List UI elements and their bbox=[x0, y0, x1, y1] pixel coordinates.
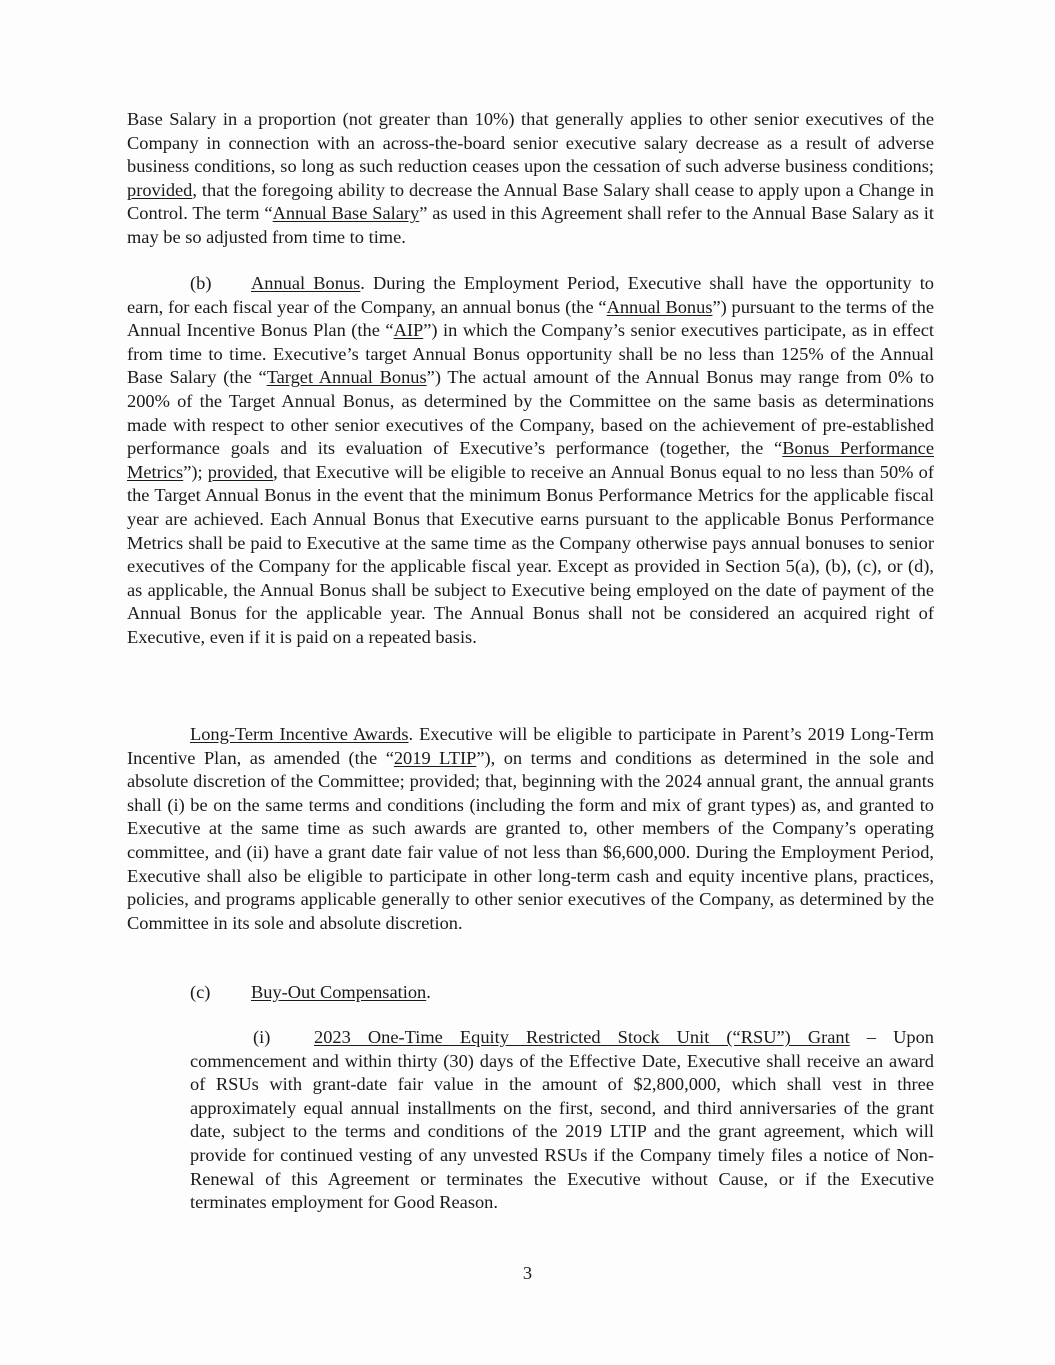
paragraph-rsu-grant bbox=[190, 1026, 934, 1215]
text-run: . Executive will be eligible to participate in Parent’s 2019 Long-Term Incentive Plan, as amended (the “ bbox=[127, 724, 934, 768]
defined-term-aip: AIP bbox=[393, 320, 424, 341]
paragraph-annual-base-salary-continued bbox=[127, 108, 934, 250]
text-run: , that Executive will be eligible to receive an Annual Bonus equal to no less than 50% of the Target Annual Bonus in the event that the minimum Bonus Performance Metrics for the applicable fiscal year are achieved. Each Annual Bonus that Executive earns pursuant to the applicable Bonus Performance Metrics shall be paid to Executive at the same time as the Company otherwise pays annual bonuses to senior executives of the Company for the applicable fiscal year. Except as provided in Section 5(a), (b), (c), or (d), as applicable, the Annual Bonus shall be subject to Executive being employed on the date of payment of the Annual Bonus for the applicable year. The Annual Bonus shall not be considered an acquired right of Executive, even if it is paid on a repeated basis. bbox=[127, 461, 934, 647]
text-run: . During the Employment Period, Executive shall have the opportunity to earn, for each fiscal year of the Company, an annual bonus (the “ bbox=[127, 273, 934, 317]
section-marker-b: (b) bbox=[190, 273, 212, 293]
text-run: – Upon commencement and within thirty (30) days of the Effective Date, Executive shall receive an award of RSUs with grant-date fair value in the amount of $2,800,000, which shall vest in three approximately equal annual installments on the first, second, and third anniversaries of the grant date, subject to the terms and conditions of the 2019 LTIP and the grant agreement, which will provide for continued vesting of any unvested RSUs if the Company timely files a notice of Non-Renewal of this Agreement or terminates the Executive without Cause, or if the Executive terminates employment for Good Reason. bbox=[190, 1027, 934, 1213]
text-run: ” as used in this Agreement shall refer to the Annual Base Salary as it may be so adjusted from time to time. bbox=[127, 203, 934, 247]
text-run: , that the foregoing ability to decrease the Annual Base Salary shall cease to apply upon a Change in Control. The term “ bbox=[127, 179, 934, 224]
section-heading-long-term-incentive-awards: Long-Term Incentive Awards bbox=[190, 724, 409, 744]
paragraph-buy-out-compensation bbox=[190, 981, 934, 1005]
text-run: ”) in which the Company’s senior executives participate, as in effect from time to time. Executive’s target Annual Bonus opportunity shall be no less than 125% of the Annual Base Salary (the “ bbox=[127, 320, 934, 388]
text-run: ”); bbox=[183, 461, 208, 482]
defined-term-bonus-performance-metrics: Bonus Performance Metrics bbox=[127, 438, 934, 482]
section-heading-rsu-grant: 2023 One-Time Equity Restricted Stock Unit (“RSU”) Grant bbox=[314, 1027, 850, 1047]
defined-term-provided: provided bbox=[207, 461, 274, 482]
defined-term-annual-base-salary: Annual Base Salary bbox=[272, 203, 420, 224]
text-run: Base Salary in a proportion (not greater than 10%) that generally applies to other senior executives of the Company in connection with an across-the-board senior executive salary decrease as a result of adverse business conditions, so long as such reduction ceases upon the cessation of such adverse business conditions; bbox=[127, 109, 934, 177]
defined-term-2019-ltip: 2019 LTIP bbox=[393, 747, 477, 768]
text-run: ”), on terms and conditions as determined in the sole and absolute discretion of the Committee; provided; that, beginning with the 2024 annual grant, the annual grants shall (i) be on the same terms and conditions (including the form and mix of grant types) as, and granted to Executive at the same time as such awards are granted to, other members of the Company’s operating committee, and (ii) have a grant date fair value of not less than $6,600,000. During the Employment Period, Executive shall also be eligible to participate in other long-term cash and equity incentive plans, practices, policies, and programs applicable generally to other senior executives of the Company, as determined by the Committee in its sole and absolute discretion. bbox=[127, 747, 934, 933]
defined-term-annual-bonus: Annual Bonus bbox=[606, 296, 713, 317]
section-heading-annual-bonus: Annual Bonus bbox=[251, 273, 361, 293]
defined-term-provided: provided bbox=[127, 179, 193, 200]
paragraph-long-term-incentive-awards bbox=[127, 723, 934, 935]
section-marker-c: (c) bbox=[190, 982, 211, 1002]
section-marker-i: (i) bbox=[253, 1027, 271, 1047]
paragraph-annual-bonus bbox=[127, 272, 934, 650]
text-run: ”) The actual amount of the Annual Bonus may range from 0% to 200% of the Target Annual Bonus, as determined by the Committee on the same basis as determinations made with respect to other senior executives of the Company, based on the achievement of pre-established performance goals and its evaluation of Executive’s performance (together, the “ bbox=[127, 367, 935, 459]
section-heading-buy-out-compensation: Buy-Out Compensation bbox=[251, 982, 427, 1002]
defined-term-target-annual-bonus: Target Annual Bonus bbox=[266, 367, 427, 388]
text-run: . bbox=[426, 982, 431, 1002]
text-run: ”) pursuant to the terms of the Annual Incentive Bonus Plan (the “ bbox=[127, 296, 935, 341]
page-number: 3 bbox=[522, 1263, 533, 1283]
